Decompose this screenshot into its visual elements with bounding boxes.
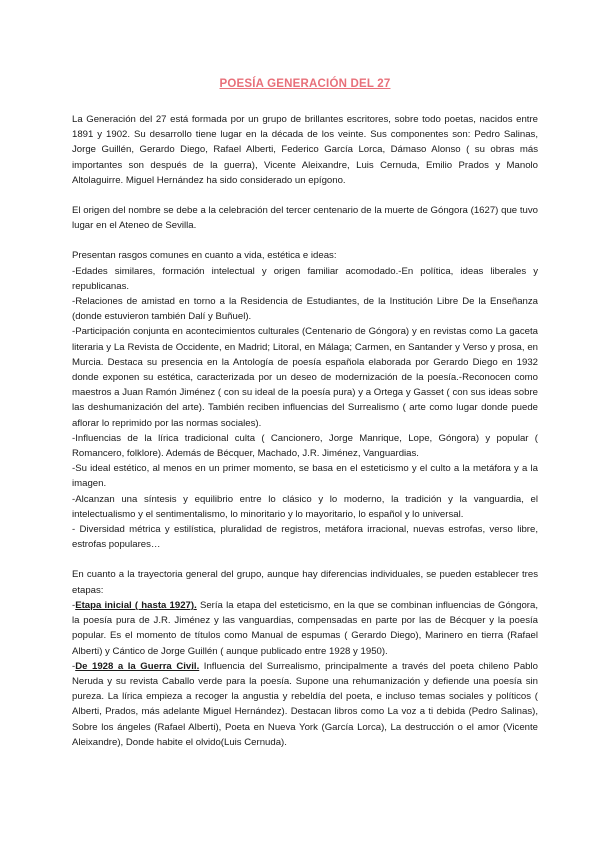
stage-1-text: Sería la etapa del esteticismo, en la que se combinan influencias de Góngora, la poesía pura de J.R. Jiménez y las vanguardias, compensadas en parte por las de Bécquer y la poesía popular. Es el momento de títulos como Manual de espumas ( Gerardo Diego), Marinero en tierra (Rafael Alberti) y Cántico de Jorge Guillén ( aunque publicado entre 1928 y 1950). bbox=[72, 599, 538, 657]
trait-item: -Edades similares, formación intelectual y origen familiar acomodado.-En política, ideas liberales y republicanas. bbox=[72, 265, 538, 292]
trait-item: -Participación conjunta en acontecimientos culturales (Centenario de Góngora) y en revistas como La gaceta literaria y La Revista de Occidente, en Madrid; Litoral, en Málaga; Carmen, en Santander y Verso y prosa, en Murcia. Destaca su presencia en la Antología de poesía española elaborada por Gerardo Diego en 1932 donde exponen su estética, caracterizada por un deseo de modernización de la poesía.-Reconocen como maestros a Juan Ramón Jiménez ( con su ideal de la poesía pura) y a Ortega y Gasset ( con sus ideas sobre las deshumanización del arte). También reciben influencias del Surrealismo ( arte como lugar donde puede aflorar lo reprimido por las normas sociales). bbox=[72, 326, 538, 429]
trait-item: -Influencias de la lírica tradicional culta ( Cancionero, Jorge Manrique, Lope, Góngora) y popular ( Romancero, folklore). Además de Bécquer, Machado, J.R. Jiménez, Vanguardias. bbox=[72, 432, 538, 460]
origin-paragraph: El origen del nombre se debe a la celebración del tercer centenario de la muerte de Góngora (1627) que tuvo lugar en el Ateneo de Sevilla. bbox=[72, 205, 538, 232]
stage-1-prefix: - bbox=[72, 599, 76, 611]
stage-1-label: Etapa inicial ( hasta 1927). bbox=[75, 599, 197, 611]
document-title: POESÍA GENERACIÓN DEL 27 bbox=[219, 78, 391, 90]
trait-item: -Relaciones de amistad en torno a la Residencia de Estudiantes, de la Institución Libre De la Enseñanza (donde estuvieron también Dalí y Buñuel). bbox=[72, 296, 538, 323]
stage-2-prefix: - bbox=[72, 660, 76, 672]
trait-item: -Alcanzan una síntesis y equilibrio entre lo clásico y lo moderno, la tradición y la vanguardia, el intelectualismo y el sentimentalismo, lo minoritario y lo mayoritario, lo español y lo universal. bbox=[72, 493, 538, 520]
trait-item: -Su ideal estético, al menos en un primer momento, se basa en el esteticismo y el culto a la metáfora y a la imagen. bbox=[72, 463, 538, 490]
traits-intro: Presentan rasgos comunes en cuanto a vida, estética e ideas: bbox=[72, 250, 337, 262]
stage-2-label: De 1928 a la Guerra Civil. bbox=[75, 660, 200, 672]
stages-intro: En cuanto a la trayectoria general del grupo, aunque hay diferencias individuales, se pueden establecer tres etapas: bbox=[72, 569, 538, 596]
stage-1-paragraph bbox=[72, 598, 538, 659]
intro-paragraph: La Generación del 27 está formada por un grupo de brillantes escritores, sobre todo poetas, nacidos entre 1891 y 1902. Su desarrollo tiene lugar en la década de los veinte. Sus componentes son: Pedro Salinas, Jorge Guillén, Gerardo Diego, Rafael Alberti, Federico García Lorca, Dámaso Alonso ( su obras más importantes son después de la guerra), Vicente Aleixandre, Luis Cernuda, Emilio Prados y Manolo Altolaguirre. Miguel Hernández ha sido considerado un epígono. bbox=[72, 114, 538, 186]
stage-2-paragraph bbox=[72, 659, 538, 750]
stage-2-text: Influencia del Surrealismo, principalmente a través del poeta chileno Pablo Neruda y su revista Caballo verde para la poesía. Supone una rehumanización y defiende una poesía sin pureza. La lírica empieza a recoger la angustia y rebeldía del poeta, e incluso temas sociales y políticos ( Alberti, Prados, más adelante Miguel Hernández). Destacan libros como La voz a ti debida (Pedro Salinas), Sobre los ángeles (Rafael Alberti), Poeta en Nueva York (García Lorca), La destrucción o el amor (Vicente Aleixandre), Donde habite el olvido(Luis Cernuda). bbox=[72, 660, 538, 748]
trait-item: - Diversidad métrica y estilística, pluralidad de registros, metáfora irracional, nuevas estrofas, verso libre, estrofas populares… bbox=[72, 524, 538, 551]
